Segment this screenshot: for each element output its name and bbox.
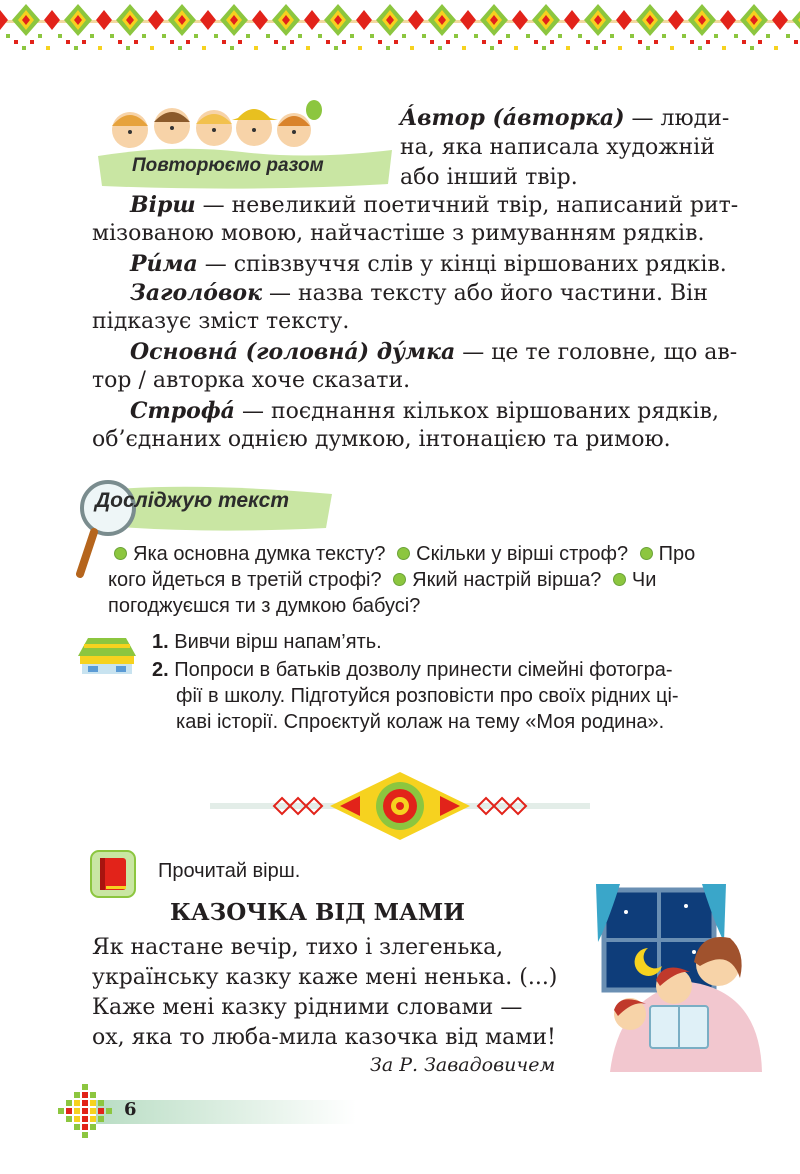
bullet-icon bbox=[397, 547, 410, 560]
homework-item-1: 1. Вивчи вірш напам’ять. bbox=[152, 631, 382, 653]
idea-definition-line1: Основнá (головнá) ду́мка — це те головне, що ав- bbox=[130, 339, 738, 365]
author-term: Áвтор (áвторка) bbox=[400, 105, 625, 131]
author-definition-line3: або інший твір. bbox=[400, 165, 578, 190]
bullet-icon bbox=[393, 573, 406, 586]
idea-term: Основнá (головнá) ду́мка bbox=[130, 339, 456, 365]
verse-definition-line1: Вірш — невеликий поетичний твір, написаний рит- bbox=[130, 192, 739, 218]
footer-ornament bbox=[56, 1082, 356, 1146]
poem-line-4: ох, яка то люба-мила казочка від мами! bbox=[92, 1025, 556, 1050]
questions-line1: Яка основна думка тексту? Скільки у вірші строф? Про bbox=[108, 541, 695, 567]
kids-banner bbox=[92, 96, 398, 192]
poem-attribution: За Р. Завадовичем bbox=[370, 1054, 556, 1076]
stanza-definition-line1: Строфá — поєднання кількох віршованих рядків, bbox=[130, 398, 719, 424]
idea-definition-line2: тор / авторка хоче сказати. bbox=[92, 368, 411, 393]
stanza-term: Строфá bbox=[130, 398, 235, 424]
rhyme-definition: Ри́ма — співзвуччя слів у кінці віршованих рядків. bbox=[130, 251, 727, 277]
reading-instruction: Прочитай вірш. bbox=[158, 860, 301, 882]
ornament-border-top bbox=[0, 0, 800, 72]
poem-line-3: Каже мені казку рідними словами — bbox=[92, 995, 523, 1020]
page-number: 6 bbox=[124, 1099, 137, 1120]
bullet-icon bbox=[640, 547, 653, 560]
poem-title: КАЗОЧКА ВІД МАМИ bbox=[170, 899, 465, 926]
questions-line2: кого йдеться в третій строфі? Який настрій вірша? Чи bbox=[108, 569, 657, 591]
ornament-divider bbox=[210, 770, 590, 842]
title-term: Заголóвок bbox=[130, 280, 262, 306]
title-definition-line1: Заголóвок — назва тексту або його частини. Він bbox=[130, 280, 708, 306]
mother-reading-illustration bbox=[590, 882, 770, 1072]
banner-repeat-label: Повторюємо разом bbox=[132, 155, 324, 176]
verse-definition-line2: мізованою мовою, найчастіше з римуванням рядків. bbox=[92, 221, 705, 246]
house-icon bbox=[74, 634, 140, 676]
book-icon bbox=[90, 850, 136, 898]
questions-line3: погоджуєшся ти з думкою бабусі? bbox=[108, 595, 421, 617]
poem-line-2: українську казку каже мені ненька. (...) bbox=[92, 965, 558, 990]
stanza-definition-line2: об’єднаних однією думкою, інтонацією та римою. bbox=[92, 427, 671, 452]
homework-item-2-line3: каві історії. Спроєктуй колаж на тему «Моя родина». bbox=[176, 711, 665, 733]
verse-term: Вірш bbox=[130, 192, 196, 218]
rhyme-term: Ри́ма bbox=[130, 251, 198, 277]
bullet-icon bbox=[613, 573, 626, 586]
bullet-icon bbox=[114, 547, 127, 560]
banner-research-label: Досліджую текст bbox=[95, 489, 290, 512]
author-definition-line2: на, яка написала художній bbox=[400, 135, 715, 160]
author-definition-line1: Áвтор (áвторка) — люди- bbox=[400, 105, 730, 131]
homework-item-2: 2. Попроси в батьків дозволу принести сімейні фотогра- bbox=[152, 659, 673, 681]
poem-line-1: Як настане вечір, тихо і злегенька, bbox=[92, 935, 504, 960]
title-definition-line2: підказує зміст тексту. bbox=[92, 309, 350, 334]
homework-item-2-line2: фії в школу. Підготуйся розповісти про своїх рідних ці- bbox=[176, 685, 679, 707]
